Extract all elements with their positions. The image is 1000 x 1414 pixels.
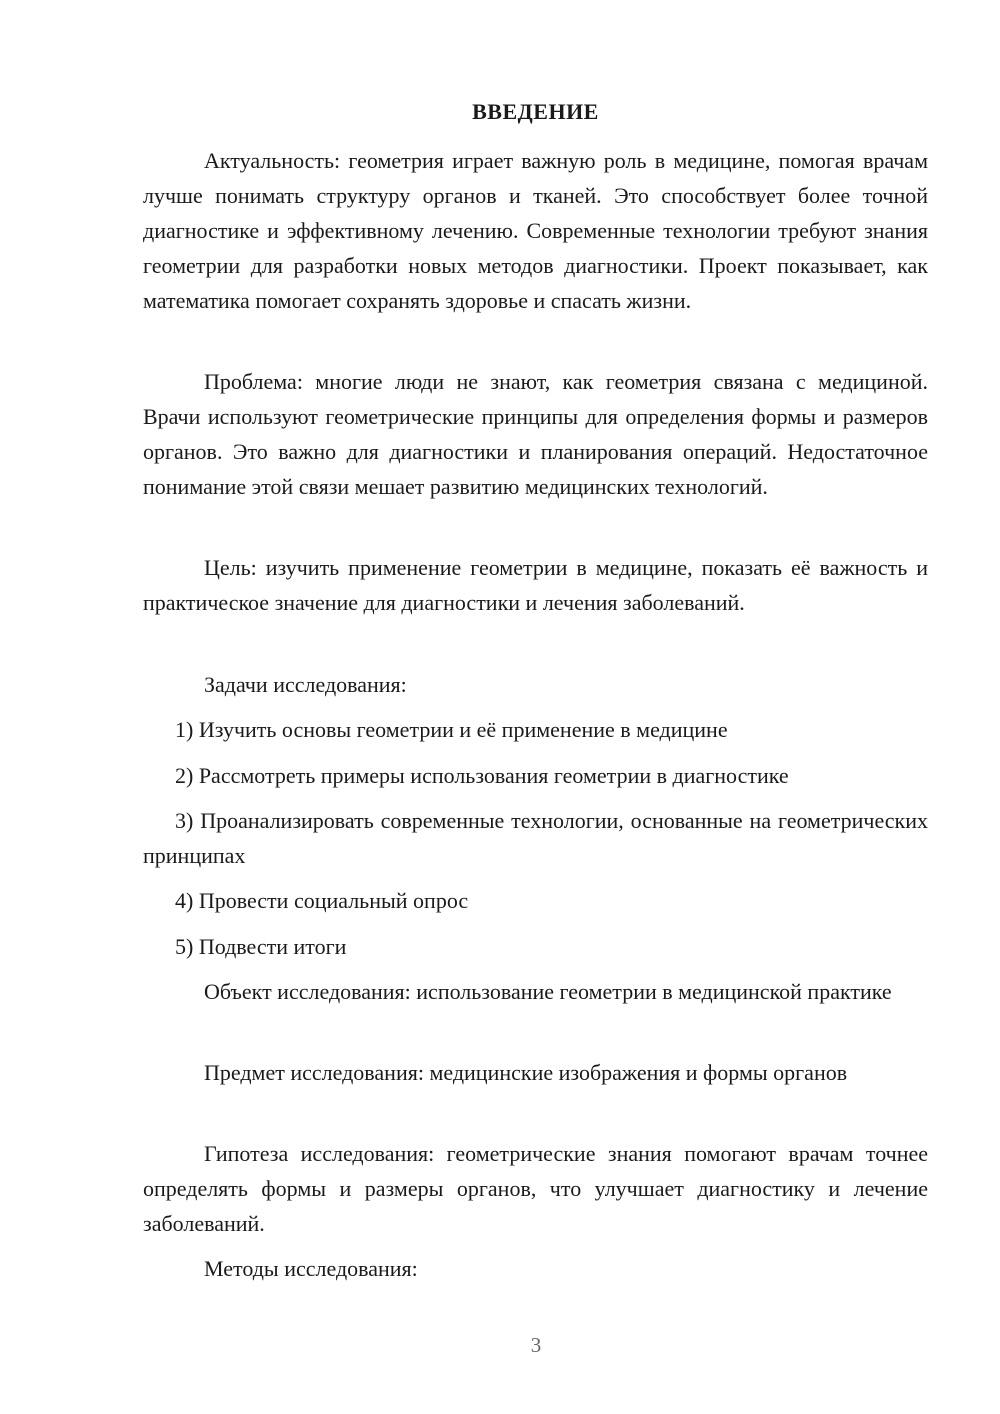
task-item-1: 1) Изучить основы геометрии и её применение в медицине	[175, 717, 728, 742]
object-paragraph: Объект исследования: использование геометрии в медицинской практике	[204, 979, 892, 1004]
task-item-4: 4) Провести социальный опрос	[175, 888, 469, 913]
tasks-title: Задачи исследования:	[204, 672, 407, 697]
page-title: ВВЕДЕНИЕ	[472, 99, 599, 124]
task-item-5: 5) Подвести итоги	[175, 934, 347, 959]
page-number: 3	[530, 1333, 542, 1357]
hypothesis-paragraph: Гипотеза исследования: геометрические знания помогают врачам точнее определять формы и размеры органов, что улучшает диагностику и лечение заболеваний.	[143, 1141, 928, 1236]
subject-paragraph: Предмет исследования: медицинские изображения и формы органов	[204, 1060, 848, 1085]
goal-paragraph: Цель: изучить применение геометрии в медицине, показать её важность и практическое значение для диагностики и лечения заболеваний.	[143, 555, 928, 615]
task-item-3: 3) Проанализировать современные технологии, основанные на геометрических принципах	[143, 808, 928, 868]
problem-paragraph: Проблема: многие люди не знают, как геометрия связана с медициной. Врачи используют геометрические принципы для определения формы и размеров органов. Это важно для диагностики и планирования операций. Недостаточное понимание этой связи мешает развитию медицинских технологий.	[143, 369, 928, 499]
task-item-2: 2) Рассмотреть примеры использования геометрии в диагностике	[175, 763, 789, 788]
relevance-paragraph: Актуальность: геометрия играет важную роль в медицине, помогая врачам лучше понимать структуру органов и тканей. Это способствует более точной диагностике и эффективному лечению. Современные технологии требуют знания геометрии для разработки новых методов диагностики. Проект показывает, как математика помогает сохранять здоровье и спасать жизни.	[143, 148, 928, 313]
methods-title: Методы исследования:	[204, 1256, 418, 1281]
